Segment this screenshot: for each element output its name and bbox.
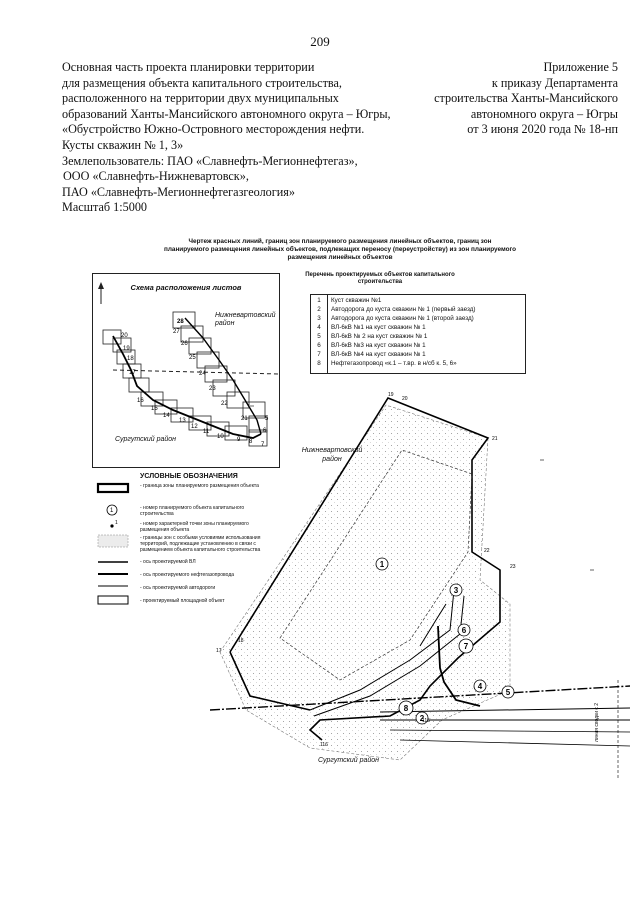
- list-item-number: 4: [317, 324, 321, 331]
- drawing-title-line: Чертеж красных линий, границ зон планируемого размещения линейных объектов, границ зон: [188, 238, 492, 245]
- drawing-title-line: размещения линейных объектов: [287, 254, 393, 261]
- svg-text:5: 5: [265, 416, 269, 422]
- svg-text:22: 22: [221, 401, 228, 407]
- svg-text:24: 24: [199, 371, 206, 377]
- scale-line: Масштаб 1:5000: [62, 200, 148, 215]
- project-line: «Обустройство Южно-Островного месторождения нефти.: [62, 122, 365, 137]
- list-item-name: ВЛ-6кВ № 2 на куст скважин № 1: [331, 333, 428, 340]
- legend-item-special-zones: - границы зон с особыми условиями использования территорий, подлежащие установлению в связи с размещением объекта капитального строительства: [140, 535, 261, 553]
- svg-text:21: 21: [241, 416, 248, 422]
- svg-text:16: 16: [137, 398, 144, 404]
- list-item-name: ВЛ-6кВ №1 на куст скважин № 1: [331, 324, 426, 331]
- appendix-line: от 3 июня 2020 года № 18-нп: [467, 122, 618, 137]
- appendix-line: строительства Ханты-Мансийского: [434, 91, 618, 106]
- svg-text:18: 18: [127, 356, 134, 362]
- land-user-line: ПАО «Славнефть-Мегионнефтегазгеология»: [62, 184, 295, 199]
- list-item-number: 7: [317, 351, 321, 358]
- map-object-6: 6: [461, 626, 467, 635]
- list-item-number: 3: [317, 315, 321, 322]
- svg-text:26: 26: [181, 341, 188, 347]
- list-item-name: ВЛ-6кВ №4 на куст скважин № 1: [331, 351, 426, 358]
- legend-item-road: - ось проектируемой автодороги: [140, 585, 216, 591]
- svg-text:27: 27: [173, 329, 180, 335]
- object-list: [310, 294, 526, 374]
- svg-text:23: 23: [209, 386, 216, 392]
- list-item-number: 1: [317, 297, 321, 304]
- list-item-name: Куст скважин №1: [331, 297, 382, 304]
- legend-symbols: [96, 482, 140, 610]
- svg-text:11: 11: [203, 429, 210, 435]
- scheme-district-top: Нижневартовский район: [215, 312, 276, 327]
- drawing-title-line: планируемого размещения линейных объектов, подлежащих переносу (переустройству) из зон планируемого: [163, 246, 517, 253]
- svg-text:23: 23: [510, 564, 516, 570]
- svg-text:22: 22: [484, 548, 490, 554]
- legend-item-power-line: - ось проектируемой ВЛ: [140, 559, 196, 565]
- map-object-1: 1: [379, 560, 385, 569]
- list-item-number: 5: [317, 333, 321, 340]
- list-item: [311, 315, 525, 324]
- list-item: [311, 342, 525, 351]
- list-item: [311, 351, 525, 360]
- legend-item-pipeline: - ось проектируемого нефтегазопровода: [140, 572, 235, 578]
- page-number: 209: [310, 34, 330, 49]
- svg-text:10: 10: [217, 434, 224, 440]
- svg-text:17: 17: [129, 370, 136, 376]
- map-object-8: 8: [403, 704, 409, 713]
- list-item-number: 8: [317, 360, 321, 367]
- project-line: расположенного на территории двух муниципальных: [62, 91, 339, 106]
- main-map: [210, 390, 630, 780]
- land-user-line: Землепользователь: ПАО «Славнефть-Мегионнефтегаз»,: [62, 153, 358, 168]
- svg-text:8: 8: [249, 439, 253, 445]
- map-district-top: Нижневартовский район: [301, 447, 363, 463]
- project-line: Кусты скважин № 1, 3»: [62, 137, 184, 152]
- list-item: [311, 360, 525, 369]
- map-object-4: 4: [477, 682, 483, 691]
- svg-text:17: 17: [216, 648, 222, 654]
- svg-text:21: 21: [492, 436, 498, 442]
- legend-item-zone-boundary: - граница зоны планируемого размещения объекта: [140, 483, 259, 489]
- list-item-number: 6: [317, 342, 321, 349]
- svg-text:14: 14: [163, 413, 170, 419]
- list-item: [311, 324, 525, 333]
- svg-text:19: 19: [388, 392, 394, 398]
- svg-text:7: 7: [261, 442, 265, 448]
- project-line: для размещения объекта капитального строительства,: [62, 75, 342, 90]
- svg-text:1: 1: [115, 520, 118, 526]
- scheme-title: Схема расположения листов: [130, 283, 242, 292]
- project-line: Основная часть проекта планировки территории: [62, 60, 315, 74]
- map-district-bottom: Сургутский район: [318, 757, 380, 764]
- list-item-name: Автодорога до куста скважин № 1 (первый заезд): [331, 306, 476, 313]
- svg-text:28: 28: [177, 319, 184, 325]
- svg-text:9: 9: [237, 437, 241, 443]
- svg-text:20: 20: [402, 396, 408, 402]
- svg-text:25: 25: [189, 355, 196, 361]
- legend-symbol-object-number: 1: [110, 508, 114, 514]
- object-list-title: Перечень проектируемых объектов капитального строительства: [305, 272, 455, 285]
- map-side-label: линия сводки с 2: [594, 702, 600, 742]
- svg-text:115: 115: [422, 718, 430, 724]
- list-item: [311, 306, 525, 315]
- svg-text:13: 13: [179, 418, 186, 424]
- map-object-2: 2: [419, 714, 425, 723]
- appendix-line: Приложение 5: [543, 60, 618, 74]
- svg-text:18: 18: [238, 638, 244, 644]
- legend-title: УСЛОВНЫЕ ОБОЗНАЧЕНИЯ: [140, 473, 238, 480]
- svg-text:19: 19: [123, 346, 130, 352]
- legend-item-object-number: - номер планируемого объекта капитального строительства: [140, 505, 245, 517]
- list-item: [311, 297, 525, 306]
- scheme-district-bottom: Сургутский район: [115, 436, 177, 443]
- list-item-number: 2: [317, 306, 321, 313]
- svg-text:116: 116: [320, 742, 328, 748]
- land-user-line: ООО «Славнефть-Нижневартовск»,: [63, 169, 249, 184]
- appendix-line: к приказу Департамента: [491, 75, 618, 90]
- svg-text:12: 12: [191, 424, 198, 430]
- list-item-name: Нефтегазопровод «к.1 – т.вр. в н/сб к. 5, 6»: [331, 360, 457, 367]
- list-item: [311, 333, 525, 342]
- map-object-3: 3: [453, 586, 459, 595]
- list-item-name: ВЛ-6кВ №3 на куст скважин № 1: [331, 342, 426, 349]
- project-description: [62, 60, 392, 216]
- map-object-5: 5: [505, 688, 511, 697]
- svg-text:20: 20: [121, 333, 128, 339]
- project-line: образований Ханты-Мансийского автономного округа – Югры,: [62, 106, 391, 121]
- appendix-line: автономного округа – Югры: [470, 106, 618, 121]
- drawing-title: [130, 238, 550, 262]
- legend-item-point-number: - номер характерной точки зоны планируемого размещения объекта: [140, 521, 249, 533]
- svg-text:15: 15: [151, 406, 158, 412]
- appendix-reference: [400, 60, 618, 138]
- svg-text:6: 6: [263, 428, 267, 434]
- map-object-7: 7: [463, 642, 469, 651]
- list-item-name: Автодорога до куста скважин № 1 (второй заезд): [331, 315, 474, 322]
- legend-item-area-object: - проектируемый площадной объект: [140, 598, 225, 604]
